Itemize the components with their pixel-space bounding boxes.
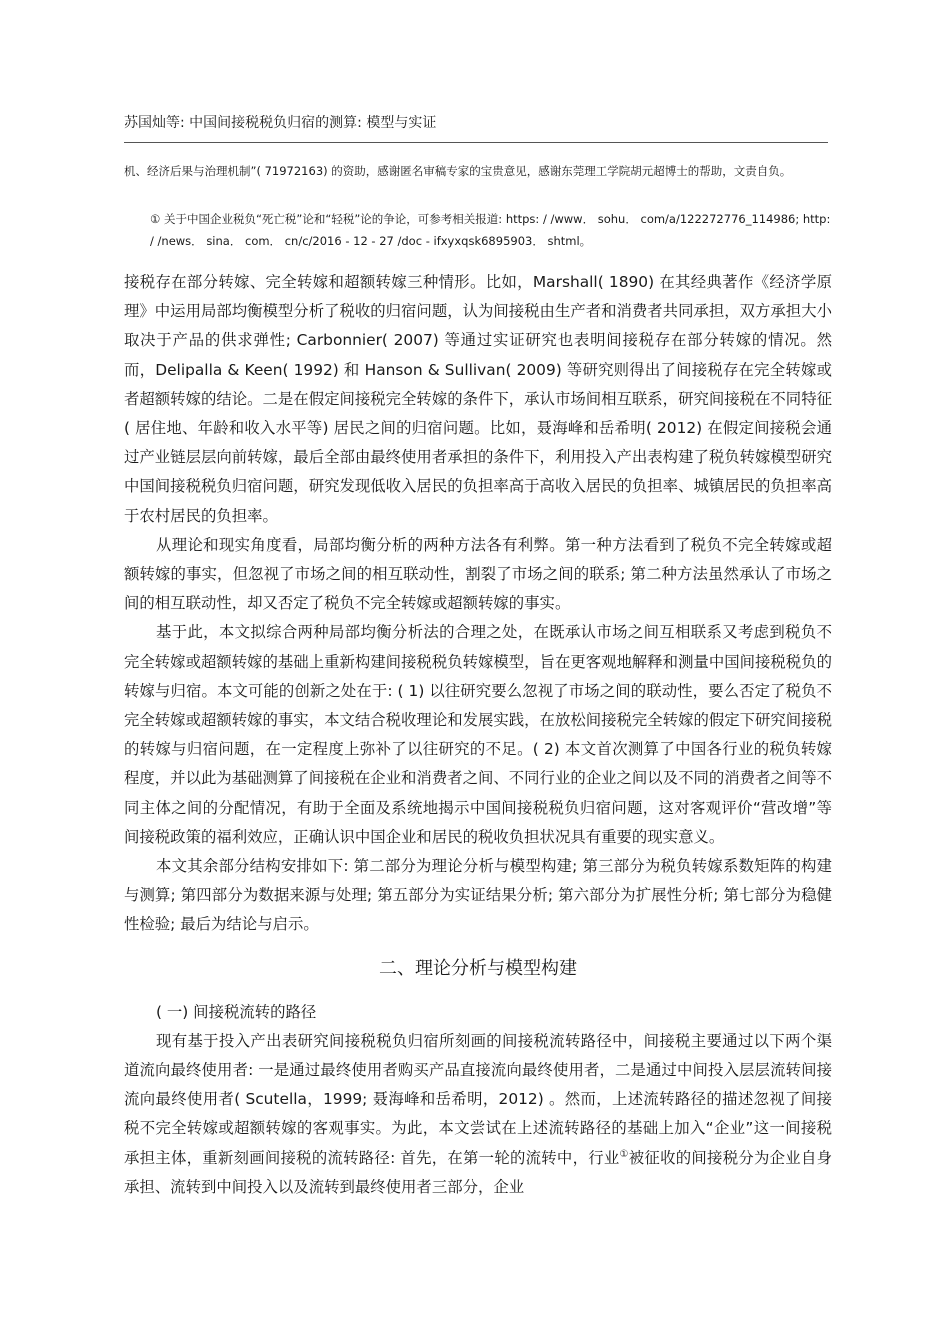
footnote-funding: 机、经济后果与治理机制”( 71972163) 的资助，感谢匿名审稿专家的宝贵意见，感谢东莞理工学院胡元超博士的帮助，文责自负。 <box>124 164 792 178</box>
subsection-heading: ( 一) 间接税流转的路径 <box>156 1002 317 1021</box>
paragraph-4: 本文其余部分结构安排如下: 第二部分为理论分析与模型构建; 第三部分为税负转嫁系数矩阵的构建与测算; 第四部分为数据来源与处理; 第五部分为实证结果分析; 第六部分为扩展性分析; 第七部分为稳健性检验; 最后为结论与启示。 <box>124 857 832 934</box>
footnote-ref-1[interactable]: ① <box>619 1148 629 1160</box>
section-heading: 二、理论分析与模型构建 <box>379 957 577 979</box>
running-header: 苏国灿等: 中国间接税税负归宿的测算: 模型与实证 <box>124 115 437 131</box>
main-body <box>124 268 832 1202</box>
footnote-1-body: 关于中国企业税负“死亡税”论和“轻税”论的争论，可参考相关报道: https: / /www． sohu． com/a/122272776_114986; http: / /news． sina． com． cn/c/2016 - 12 - 27 /doc - ifxyxqsk6895903． shtml。 <box>150 212 831 248</box>
footnote-1 <box>124 208 832 252</box>
paragraph-3: 基于此，本文拟综合两种局部均衡分析法的合理之处，在既承认市场之间互相联系又考虑到税负不完全转嫁或超额转嫁的基础上重新构建间接税税负转嫁模型，旨在更客观地解释和测量中国间接税税负的转嫁与归宿。本文可能的创新之处在于: ( 1) 以往研究要么忽视了市场之间的联动性，要么否定了税负不完全转嫁或超额转嫁的事实，本文结合税收理论和发展实践，在放松间接税完全转嫁的假定下研究间接税的转嫁与归宿问题，在一定程度上弥补了以往研究的不足。( 2) 本文首次测算了中国各行业的税负转嫁程度，并以此为基础测算了间接税在企业和消费者之间、不同行业的企业之间以及不同的消费者之间等不同主体之间的分配情况，有助于全面及系统地揭示中国间接税税负归宿问题，这对客观评价“营改增”等间接税政策的福利效应，正确认识中国企业和居民的税收负担状况具有重要的现实意义。 <box>124 623 832 846</box>
footnote-1-marker: ① <box>150 212 161 226</box>
paragraph-2: 从理论和现实角度看，局部均衡分析的两种方法各有利弊。第一种方法看到了税负不完全转嫁或超额转嫁的事实，但忽视了市场之间的相互联动性，割裂了市场之间的联系; 第二种方法虽然承认了市场之间的相互联动性，却又否定了税负不完全转嫁或超额转嫁的事实。 <box>124 535 832 613</box>
paragraph-1: 接税存在部分转嫁、完全转嫁和超额转嫁三种情形。比如，Marshall( 1890) 在其经典著作《经济学原理》中运用局部均衡模型分析了税收的归宿问题，认为间接税由生产者和消费者共同承担，双方承担大小取决于产品的供求弹性; Carbonnier( 2007) 等通过实证研究也表明间接税存在部分转嫁的情况。然而，Delipalla & Keen( 1992) 和 Hanson & Sullivan( 2009) 等研究则得出了间接税存在完全转嫁或者超额转嫁的结论。二是在假定间接税完全转嫁的条件下，承认市场间相互联系，研究间接税在不同特征( 居住地、年龄和收入水平等) 居民之间的归宿问题。比如，聂海峰和岳希明( 2012) 在假定间接税会通过产业链层层向前转嫁，最后全部由最终使用者承担的条件下，利用投入产出表构建了税负转嫁模型研究中国间接税税负归宿问题，研究发现低收入居民的负担率高于高收入居民的负担率、城镇居民的负担率高于农村居民的负担率。 <box>124 273 832 525</box>
paragraph-5-part-a: 现有基于投入产出表研究间接税税负归宿所刻画的间接税流转路径中，间接税主要通过以下两个渠道流向最终使用者: 一是通过最终使用者购买产品直接流向最终使用者，二是通过中间投入层层流转间接流向最终使用者( Scutella，1999; 聂海峰和岳希明，2012) 。然而，上述流转路径的描述忽视了间接税不完全转嫁或超额转嫁的客观事实。为此，本文尝试在上述流转路径的基础上加入“企业”这一间接税承担主体，重新刻画间接税的流转路径: 首先，在第一轮的流转中，行业 <box>124 1031 832 1167</box>
footnote-1-text <box>124 208 832 252</box>
header-rule <box>124 142 828 143</box>
paragraph-5 <box>124 1027 832 1202</box>
paragraph-5-part-b: 被征收的间接税分为企业自身承担、流转到中间投入以及流转到最终使用者三部分，企业 <box>124 1148 832 1196</box>
